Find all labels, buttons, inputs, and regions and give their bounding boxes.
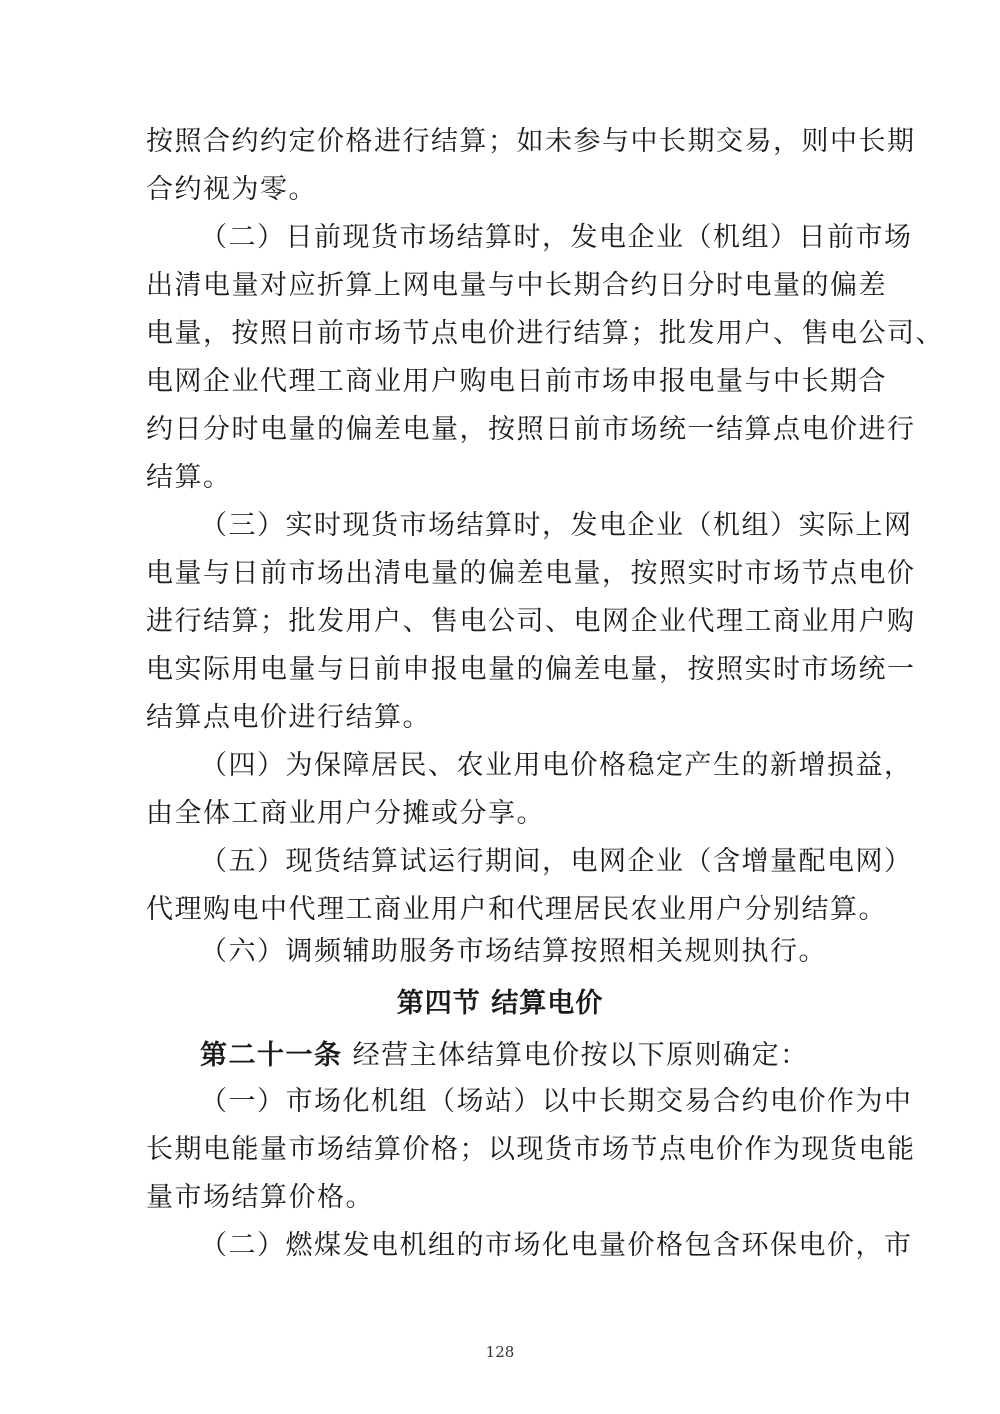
body-line: 电实际用电量与日前申报电量的偏差电量，按照实时市场统一 <box>146 654 916 685</box>
body-line: 代理购电中代理工商业用户和代理居民农业用户分别结算。 <box>146 894 887 925</box>
body-line: （二）燃煤发电机组的市场化电量价格包含环保电价，市 <box>200 1230 913 1261</box>
body-line: 由全体工商业用户分摊或分享。 <box>146 798 545 829</box>
body-line: （六）调频辅助服务市场结算按照相关规则执行。 <box>200 936 827 967</box>
page-number: 128 <box>485 1343 515 1361</box>
body-line: 结算。 <box>146 462 232 493</box>
article-label: 第二十一条 <box>200 1040 343 1071</box>
body-line: 电量，按照日前市场节点电价进行结算；批发用户、售电公司、 <box>146 318 944 349</box>
section-heading: 第四节 结算电价 <box>396 988 604 1019</box>
body-line: 量市场结算价格。 <box>146 1182 374 1213</box>
body-line: 电网企业代理工商业用户购电日前市场申报电量与中长期合 <box>146 366 887 397</box>
article-text: 经营主体结算电价按以下原则确定： <box>342 1040 809 1071</box>
body-line: （四）为保障居民、农业用电价格稳定产生的新增损益， <box>200 750 913 781</box>
body-line: （五）现货结算试运行期间，电网企业（含增量配电网） <box>200 846 913 877</box>
body-line: 结算点电价进行结算。 <box>146 702 431 733</box>
body-line: 出清电量对应折算上网电量与中长期合约日分时电量的偏差 <box>146 270 887 301</box>
body-line: （一）市场化机组（场站）以中长期交易合约电价作为中 <box>200 1086 913 1117</box>
body-line: （二）日前现货市场结算时，发电企业（机组）日前市场 <box>200 222 913 253</box>
article-line <box>200 1036 858 1076</box>
body-line: 长期电能量市场结算价格；以现货市场节点电价作为现货电能 <box>146 1134 916 1165</box>
body-line: 进行结算；批发用户、售电公司、电网企业代理工商业用户购 <box>146 606 916 637</box>
body-line: 约日分时电量的偏差电量，按照日前市场统一结算点电价进行 <box>146 414 916 445</box>
body-line: 按照合约约定价格进行结算；如未参与中长期交易，则中长期 <box>146 126 916 157</box>
body-line: （三）实时现货市场结算时，发电企业（机组）实际上网 <box>200 510 913 541</box>
body-line: 电量与日前市场出清电量的偏差电量，按照实时市场节点电价 <box>146 558 916 589</box>
body-line: 合约视为零。 <box>146 174 317 205</box>
